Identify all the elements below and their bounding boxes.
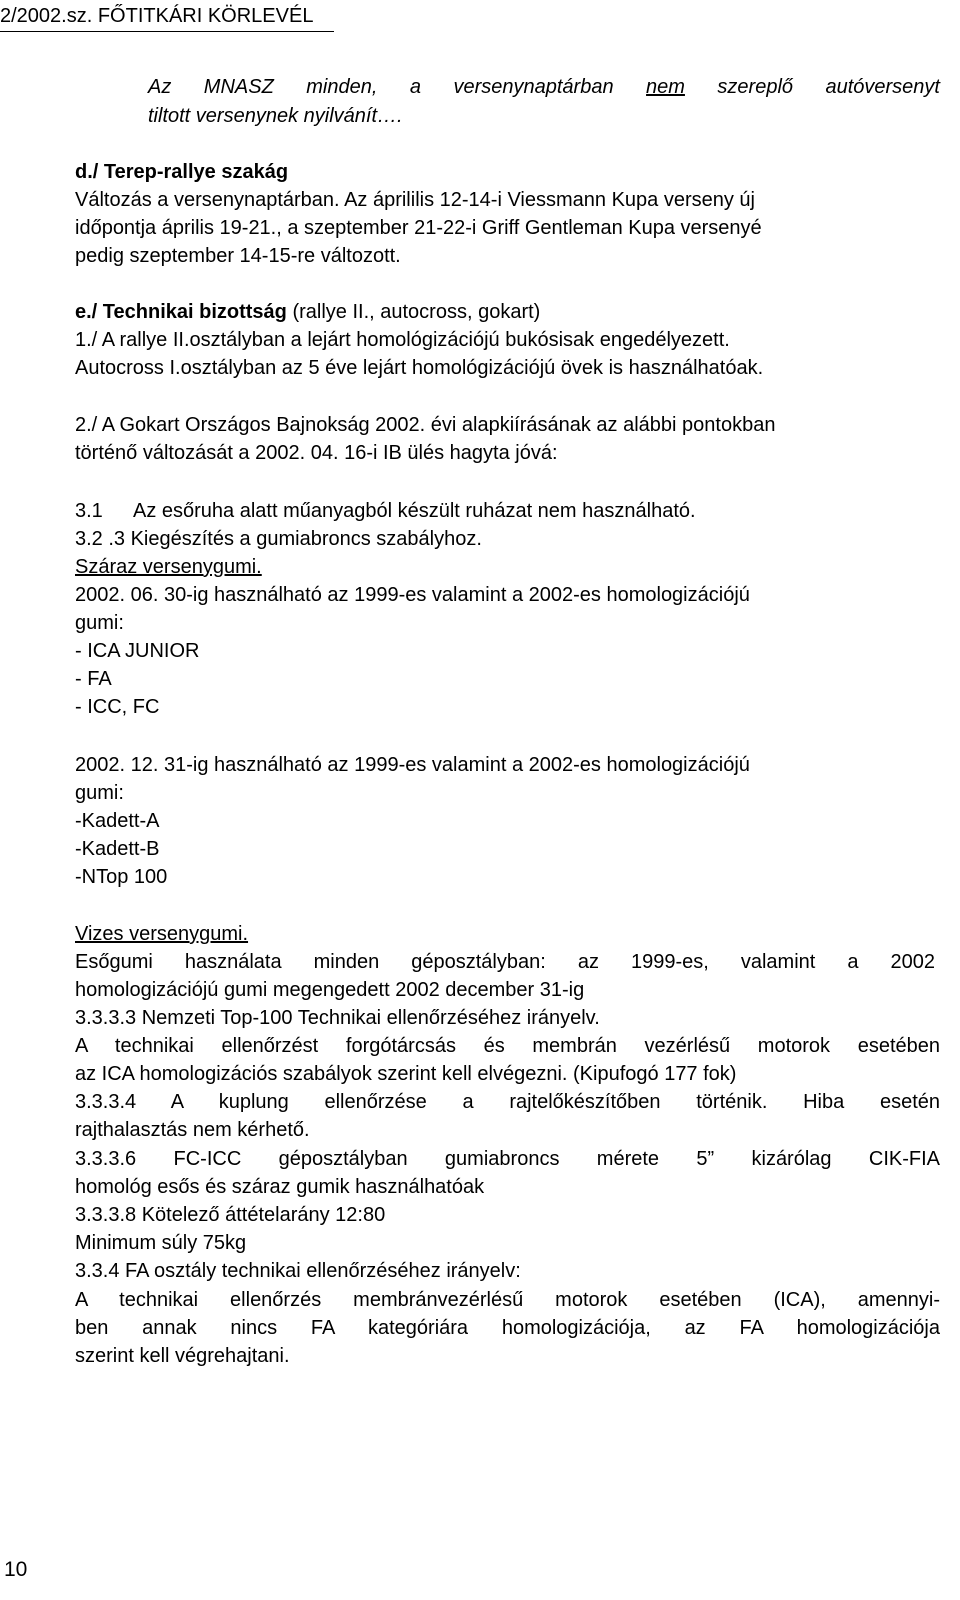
section-d-line: Változás a versenynaptárban. Az áprililis 12-14-i Viessmann Kupa verseny új — [75, 189, 755, 211]
section-d-line: időpontja április 19-21., a szeptember 21-22-i Griff Gentleman Kupa versenyé — [75, 217, 762, 239]
wet-line: ben annak nincs FA kategóriára homologizációja, az FA homologizációja — [75, 1317, 940, 1339]
gokart-line: történő változását a 2002. 04. 16-i IB ülés hagyta jóvá: — [75, 442, 558, 464]
dry-line: - ICA JUNIOR — [75, 640, 200, 662]
wet-line: homologizációjú gumi megengedett 2002 december 31-ig — [75, 979, 585, 1001]
wet-line: szerint kell végrehajtani. — [75, 1345, 290, 1367]
section-e-line: 1./ A rallye II.osztályban a lejárt homológizációjú bukósisak engedélyezett. — [75, 329, 730, 351]
page-header: 2/2002.sz. FŐTITKÁRI KÖRLEVÉL — [0, 4, 334, 32]
wet-line: az ICA homologizációs szabályok szerint kell elvégezni. (Kipufogó 177 fok) — [75, 1063, 737, 1085]
section-d-heading: d./ Terep-rallye szakág — [75, 161, 289, 183]
wet-line: Minimum súly 75kg — [75, 1232, 247, 1254]
gokart-line: 2./ A Gokart Országos Bajnokság 2002. évi alapkiírásának az alábbi pontokban — [75, 414, 776, 436]
item-3-2: 3.2 .3 Kiegészítés a gumiabroncs szabályhoz. — [75, 528, 482, 550]
italic-line-2: tiltott versenynek nyilvánít…. — [148, 105, 403, 127]
dry2-line: 2002. 12. 31-ig használható az 1999-es valamint a 2002-es homologizációjú — [75, 754, 750, 776]
dry-tyre-heading: Száraz versenygumi. — [75, 556, 262, 578]
dry-line: - FA — [75, 668, 112, 690]
wet-line: 3.3.3.6 FC-ICC géposztályban gumiabroncs mérete 5” kizárólag CIK-FIA — [75, 1148, 940, 1170]
section-d-line: pedig szeptember 14-15-re változott. — [75, 245, 401, 267]
section-e-heading: e./ Technikai bizottság (rallye II., autocross, gokart) — [75, 301, 541, 323]
page-number: 10 — [4, 1558, 28, 1581]
dry-line: - ICC, FC — [75, 696, 160, 718]
dry-line: gumi: — [75, 612, 124, 634]
wet-tyre-heading: Vizes versenygumi. — [75, 923, 249, 945]
dry2-line: -Kadett-B — [75, 838, 160, 860]
dry2-line: -Kadett-A — [75, 810, 160, 832]
dry-line: 2002. 06. 30-ig használható az 1999-es valamint a 2002-es homologizációjú — [75, 584, 750, 606]
wet-line: A technikai ellenőrzés membránvezérlésű motorok esetében (ICA), amennyi- — [75, 1289, 940, 1311]
section-e-line: Autocross I.osztályban az 5 éve lejárt homológizációjú övek is használhatóak. — [75, 357, 764, 379]
wet-line: 3.3.3.3 Nemzeti Top-100 Technikai ellenőrzéséhez irányelv. — [75, 1007, 600, 1029]
wet-line: rajthalasztás nem kérhető. — [75, 1119, 310, 1141]
italic-line-1: Az MNASZ minden, a versenynaptárban nem szereplő autóversenyt — [148, 76, 940, 98]
item-3-1-text: Az esőruha alatt műanyagból készült ruházat nem használható. — [133, 500, 696, 522]
dry2-line: -NTop 100 — [75, 866, 168, 888]
wet-line: A technikai ellenőrzést forgótárcsás és membrán vezérlésű motorok esetében — [75, 1035, 940, 1057]
wet-line: 3.3.3.8 Kötelező áttételarány 12:80 — [75, 1204, 386, 1226]
wet-line: 3.3.4 FA osztály technikai ellenőrzéséhez irányelv: — [75, 1260, 521, 1282]
item-3-1-number: 3.1 — [75, 500, 103, 522]
wet-line: homológ esős és száraz gumik használhatóak — [75, 1176, 485, 1198]
dry2-line: gumi: — [75, 782, 124, 804]
wet-line: Esőgumi használata minden géposztályban: az 1999-es, valamint a 2002 — [75, 951, 935, 973]
wet-line: 3.3.3.4 A kuplung ellenőrzése a rajtelőkészítőben történik. Hiba esetén — [75, 1091, 940, 1113]
